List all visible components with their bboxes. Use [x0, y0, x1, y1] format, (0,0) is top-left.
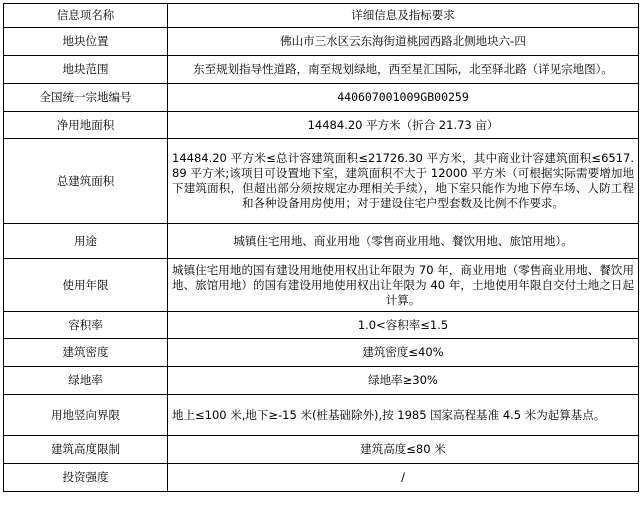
row-value: 建筑密度≤40% [168, 339, 639, 367]
row-value: 440607001009GB00259 [168, 84, 639, 112]
table-row-net-area [4, 112, 639, 139]
row-label: 投资强度 [4, 464, 168, 492]
table-row-investment [4, 464, 639, 492]
row-value: 地上≤100 米,地下≥-15 米(桩基础除外),按 1985 国家高程基准 4.5 米为起算基点。 [168, 395, 639, 436]
table-row-usage [4, 224, 639, 259]
row-value: 建筑高度≤80 米 [168, 436, 639, 464]
row-label: 用地竖向界限 [4, 395, 168, 436]
row-label: 地块位置 [4, 28, 168, 56]
table-row-location [4, 28, 639, 56]
row-label: 绿地率 [4, 367, 168, 395]
row-value: 佛山市三水区云东海街道桃园西路北侧地块六-四 [168, 28, 639, 56]
table-row-green-ratio [4, 367, 639, 395]
row-value: 14484.20 平方米≤总计容建筑面积≤21726.30 平方米，其中商业计容建筑面积≤6517.89 平方米;该项目可设置地下室，建筑面积不大于 12000 平方米（可根据实际需要增加地下建筑面积，但超出部分须按规定办理相关手续），地下室只能作为地下停车场、人防工程和各种设备用房使用；对于建设住宅户型套数及比例不作要求。 [168, 139, 639, 224]
row-label: 建筑密度 [4, 339, 168, 367]
row-value: 绿地率≥30% [168, 367, 639, 395]
row-label: 全国统一宗地编号 [4, 84, 168, 112]
table-row-vertical-limit [4, 395, 639, 436]
row-label: 地块范围 [4, 56, 168, 84]
row-label: 使用年限 [4, 259, 168, 312]
header-value-cell: 详细信息及指标要求 [168, 4, 639, 28]
table-row-term [4, 259, 639, 312]
row-value: 1.0<容积率≤1.5 [168, 312, 639, 339]
land-info-table [3, 3, 639, 492]
row-label: 建筑高度限制 [4, 436, 168, 464]
row-value: / [168, 464, 639, 492]
table-row-total-floor-area [4, 139, 639, 224]
header-label-cell: 信息项名称 [4, 4, 168, 28]
table-row-parcel-code [4, 84, 639, 112]
table-row-plot-ratio [4, 312, 639, 339]
row-value: 东至规划指导性道路，南至规划绿地，西至星汇国际，北至驿北路（详见宗地图）。 [168, 56, 639, 84]
row-label: 用途 [4, 224, 168, 259]
row-label: 总建筑面积 [4, 139, 168, 224]
row-value: 城镇住宅用地、商业用地（零售商业用地、餐饮用地、旅馆用地）。 [168, 224, 639, 259]
row-label: 净用地面积 [4, 112, 168, 139]
row-value: 14484.20 平方米（折合 21.73 亩） [168, 112, 639, 139]
row-label: 容积率 [4, 312, 168, 339]
row-value: 城镇住宅用地的国有建设用地使用权出让年限为 70 年，商业用地（零售商业用地、餐饮用地、旅馆用地）的国有建设用地使用权出让年限为 40 年，土地使用年限自交付土地之日起计算。 [168, 259, 639, 312]
table-header-row [4, 4, 639, 28]
table-row-range [4, 56, 639, 84]
table-row-height-limit [4, 436, 639, 464]
table-row-density [4, 339, 639, 367]
